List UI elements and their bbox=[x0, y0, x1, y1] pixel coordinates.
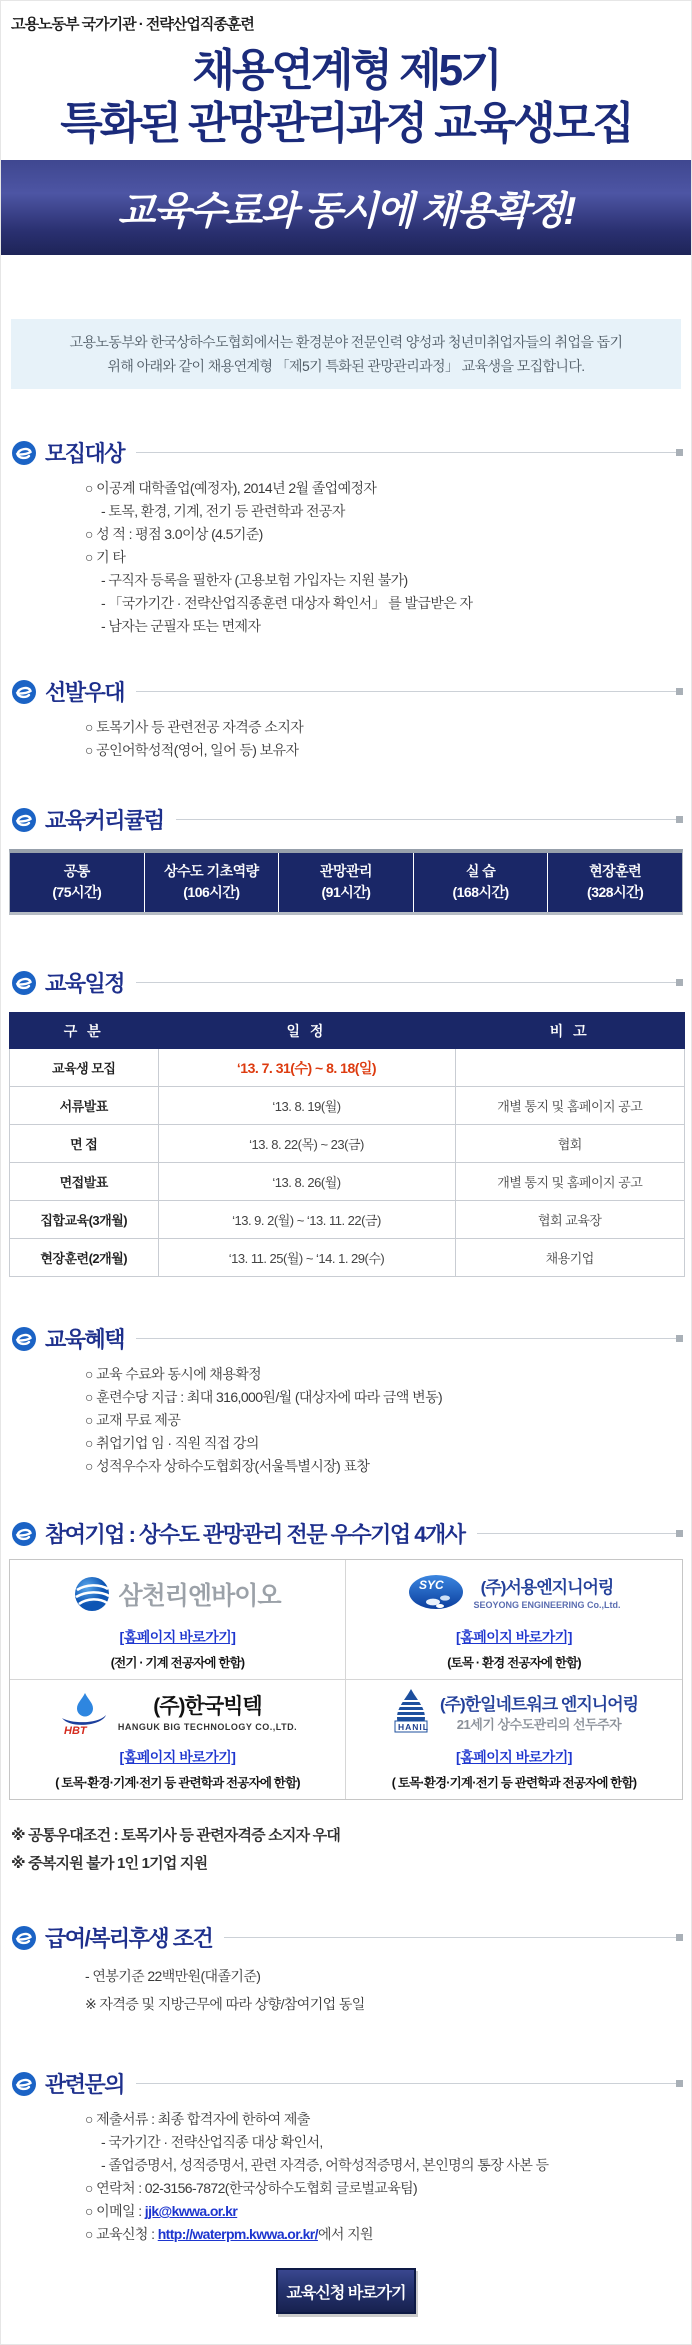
company-card-hanil bbox=[346, 1680, 682, 1799]
company-condition: ( 토목·환경·기계·전기 등 관련학과 전공자에 한함) bbox=[55, 1776, 300, 1790]
curriculum-cell bbox=[145, 853, 280, 912]
schedule-col-header: 일 정 bbox=[158, 1013, 455, 1049]
company-name: (주)한일네트워크 엔지니어링 bbox=[439, 1694, 639, 1714]
list-item: ○ 취업기업 임 · 직원 직접 강의 bbox=[85, 1435, 259, 1451]
section-divider bbox=[136, 1338, 676, 1339]
section-divider bbox=[136, 691, 676, 692]
note-item: ※ 중복지원 불가 1인 1기업 지원 bbox=[11, 1855, 208, 1872]
section-header-schedule bbox=[11, 967, 683, 998]
schedule-row bbox=[10, 1201, 685, 1239]
list-item: ○ 교육 수료와 동시에 채용확정 bbox=[85, 1366, 262, 1382]
email-link[interactable]: jjk@kwwa.or.kr bbox=[144, 2203, 238, 2219]
list-item: ○ 성적우수자 상하수도협회장(서울특별시장) 표창 bbox=[85, 1458, 370, 1474]
section-title: 교육커리큘럼 bbox=[45, 808, 164, 833]
page-title-line1: 채용연계형 제5기 bbox=[192, 46, 500, 95]
section-divider bbox=[136, 452, 676, 453]
hire-confirm-banner bbox=[1, 160, 691, 255]
section-divider-endcap bbox=[676, 1530, 683, 1537]
schedule-row bbox=[10, 1163, 685, 1201]
schedule-col-header: 비 고 bbox=[455, 1013, 685, 1049]
company-logo bbox=[407, 1568, 620, 1620]
list-item: - 「국가기간 · 전략산업직종훈련 대상자 확인서」 를 발급받은 자 bbox=[101, 595, 473, 611]
curriculum-cell bbox=[279, 853, 414, 912]
curriculum-name: 공통 bbox=[63, 863, 90, 879]
section-title: 관련문의 bbox=[45, 2072, 125, 2097]
syc-logo-icon bbox=[407, 1573, 465, 1615]
company-condition: ( 토목·환경·기계·전기 등 관련학과 전공자에 한함) bbox=[391, 1776, 637, 1790]
list-item: ○ 훈련수당 지급 : 최대 316,000원/월 (대상자에 따라 금액 변동) bbox=[85, 1389, 443, 1405]
company-name: (주)한국빅텍 bbox=[153, 1695, 262, 1719]
section-title: 선발우대 bbox=[45, 680, 125, 705]
list-item: - 토목, 환경, 기계, 전기 등 관련학과 전공자 bbox=[101, 503, 345, 519]
section-header-inquiry bbox=[11, 2068, 683, 2099]
company-name: (주)서용엔지니어링 bbox=[480, 1577, 614, 1597]
welfare-list bbox=[1, 1962, 691, 2018]
kwwa-swirl-icon bbox=[11, 679, 37, 705]
schedule-note bbox=[455, 1049, 685, 1087]
kwwa-swirl-icon bbox=[11, 440, 37, 466]
apply-line bbox=[1, 2223, 691, 2246]
spacer bbox=[1, 762, 691, 804]
curriculum-hours: (106시간) bbox=[183, 884, 240, 900]
company-logo bbox=[390, 1688, 638, 1740]
section-title: 교육일정 bbox=[45, 971, 125, 996]
company-name: 삼천리엔바이오 bbox=[118, 1582, 281, 1610]
section-divider-endcap bbox=[676, 449, 683, 456]
homepage-link[interactable]: [홈페이지 바로가기] bbox=[456, 1749, 572, 1765]
kwwa-swirl-icon bbox=[11, 1925, 37, 1951]
section-header-curriculum bbox=[11, 804, 683, 835]
note-item: ※ 공통우대조건 : 토목기사 등 관련자격증 소지자 우대 bbox=[11, 1827, 341, 1844]
section-divider bbox=[136, 982, 676, 983]
schedule-note: 협회 bbox=[455, 1125, 685, 1163]
list-item: - 졸업증명서, 성적증명서, 관련 자격증, 어학성적증명서, 본인명의 통장 사본 등 bbox=[101, 2157, 549, 2173]
schedule-category: 교육생 모집 bbox=[10, 1049, 159, 1087]
schedule-category: 서류발표 bbox=[10, 1087, 159, 1125]
email-label: ○ 이메일 : bbox=[85, 2203, 145, 2219]
company-card-samchully bbox=[10, 1560, 346, 1680]
section-title: 교육혜택 bbox=[45, 1327, 125, 1352]
svg-text:SYC: SYC bbox=[419, 1578, 445, 1592]
list-item: - 국가기간 · 전략산업직종 대상 확인서, bbox=[101, 2134, 323, 2150]
company-notes bbox=[11, 1822, 691, 1878]
curriculum-cell bbox=[414, 853, 549, 912]
svg-text:HBT: HBT bbox=[63, 1725, 87, 1736]
schedule-date: ‘13. 8. 19(월) bbox=[158, 1087, 455, 1125]
schedule-note: 개별 통지 및 홈페이지 공고 bbox=[455, 1163, 685, 1201]
list-item: ○ 공인어학성적(영어, 일어 등) 보유자 bbox=[85, 742, 299, 758]
kwwa-swirl-icon bbox=[11, 2071, 37, 2097]
curriculum-hours: (328시간) bbox=[587, 884, 644, 900]
schedule-date: ‘13. 11. 25(월) ~ ‘14. 1. 29(수) bbox=[158, 1239, 455, 1277]
list-item: ○ 제출서류 : 최종 합격자에 한하여 제출 bbox=[85, 2111, 310, 2127]
section-header-benefits bbox=[11, 1323, 683, 1354]
schedule-row bbox=[10, 1239, 685, 1277]
curriculum-hours: (91시간) bbox=[321, 884, 371, 900]
section-divider-endcap bbox=[676, 688, 683, 695]
page-title bbox=[1, 44, 691, 150]
hanil-drop-icon bbox=[390, 1688, 432, 1740]
inquiry-list bbox=[1, 2108, 691, 2246]
kwwa-swirl-icon bbox=[11, 970, 37, 996]
intro-box bbox=[11, 319, 681, 389]
schedule-table bbox=[9, 1012, 685, 1277]
curriculum-name: 실 습 bbox=[465, 863, 496, 879]
company-condition: (전기 · 기계 전공자에 한함) bbox=[110, 1656, 245, 1670]
section-divider bbox=[136, 2083, 676, 2084]
schedule-note: 채용기업 bbox=[455, 1239, 685, 1277]
hbt-drop-icon bbox=[58, 1692, 110, 1736]
curriculum-cell bbox=[548, 853, 682, 912]
homepage-link[interactable]: [홈페이지 바로가기] bbox=[119, 1749, 236, 1765]
list-item: - 연봉기준 22백만원(대졸기준) bbox=[85, 1968, 261, 1984]
schedule-category: 면접발표 bbox=[10, 1163, 159, 1201]
spacer bbox=[1, 1878, 691, 1922]
section-header-companies bbox=[11, 1518, 683, 1549]
apply-button[interactable]: 교육신청 바로가기 bbox=[276, 2268, 416, 2314]
schedule-date: ‘13. 7. 31(수) ~ 8. 18(일) bbox=[158, 1049, 455, 1087]
section-header-welfare bbox=[11, 1922, 683, 1953]
homepage-link[interactable]: [홈페이지 바로가기] bbox=[119, 1629, 236, 1645]
schedule-date: ‘13. 8. 26(월) bbox=[158, 1163, 455, 1201]
list-item: ○ 토목기사 등 관련전공 자격증 소지자 bbox=[85, 719, 304, 735]
samchully-globe-icon bbox=[74, 1576, 110, 1612]
curriculum-hours: (75시간) bbox=[52, 884, 102, 900]
kwwa-swirl-icon bbox=[11, 1521, 37, 1547]
section-title: 참여기업 : 상수도 관망관리 전문 우수기업 4개사 bbox=[45, 1522, 465, 1547]
company-subtitle: SEOYONG ENGINEERING Co.,Ltd. bbox=[473, 1600, 621, 1611]
schedule-row bbox=[10, 1087, 685, 1125]
spacer bbox=[1, 2018, 691, 2068]
section-header-recruit-target bbox=[11, 437, 683, 468]
list-item: ○ 연락처 : 02-3156-7872(한국상하수도협회 글로벌교육팀) bbox=[85, 2180, 418, 2196]
schedule-note: 협회 교육장 bbox=[455, 1201, 685, 1239]
spacer bbox=[1, 915, 691, 967]
list-item: ○ 성 적 : 평점 3.0이상 (4.5기준) bbox=[85, 526, 263, 542]
curriculum-name: 현장훈련 bbox=[589, 863, 642, 879]
preference-list bbox=[1, 716, 691, 762]
curriculum-name: 관망관리 bbox=[319, 863, 373, 879]
list-item: ○ 기 타 bbox=[85, 549, 126, 565]
recruit-target-list bbox=[1, 477, 691, 638]
section-divider-endcap bbox=[676, 1934, 683, 1941]
schedule-row bbox=[10, 1125, 685, 1163]
schedule-category: 면 접 bbox=[10, 1125, 159, 1163]
company-subtitle: 21세기 상수도관리의 선두주자 bbox=[456, 1717, 622, 1733]
spacer bbox=[1, 638, 691, 676]
company-card-hanguk-bigtech bbox=[10, 1680, 346, 1799]
spacer bbox=[1, 1478, 691, 1518]
banner-text: 교육수료와 동시에 채용확정! bbox=[117, 189, 575, 233]
schedule-date: ‘13. 9. 2(월) ~ ‘13. 11. 22(금) bbox=[158, 1201, 455, 1239]
schedule-note: 개별 통지 및 홈페이지 공고 bbox=[455, 1087, 685, 1125]
schedule-col-header: 구 분 bbox=[10, 1013, 159, 1049]
bottom-padding bbox=[1, 2314, 691, 2344]
list-item: ○ 이공계 대학졸업(예정자), 2014년 2월 졸업예정자 bbox=[85, 480, 377, 496]
schedule-category: 집합교육(3개월) bbox=[10, 1201, 159, 1239]
kwwa-swirl-icon bbox=[11, 807, 37, 833]
apply-suffix: 에서 지원 bbox=[317, 2226, 373, 2242]
spacer bbox=[1, 389, 691, 437]
section-title: 급여/복리후생 조건 bbox=[45, 1926, 213, 1951]
benefits-list bbox=[1, 1363, 691, 1478]
schedule-header-row bbox=[10, 1013, 685, 1049]
company-logo bbox=[74, 1568, 280, 1620]
section-divider-endcap bbox=[676, 2080, 683, 2087]
schedule-row bbox=[10, 1049, 685, 1087]
svg-text:HANIL: HANIL bbox=[397, 1722, 429, 1732]
intro-line2: 위해 아래와 같이 채용연계형 「제5기 특화된 관망관리과정」 교육생을 모집합니다. bbox=[107, 358, 585, 374]
list-item: ○ 교재 무료 제공 bbox=[85, 1412, 181, 1428]
section-divider bbox=[477, 1533, 676, 1534]
company-grid bbox=[9, 1559, 683, 1800]
section-header-preference bbox=[11, 676, 683, 707]
curriculum-table bbox=[9, 849, 683, 915]
page-title-line2: 특화된 관망관리과정 교육생모집 bbox=[60, 99, 632, 148]
apply-url-link[interactable]: http://waterpm.kwwa.or.kr/ bbox=[157, 2226, 318, 2242]
intro-line1: 고용노동부와 한국상하수도협회에서는 환경분야 전문인력 양성과 청년미취업자들의 취업을 돕기 bbox=[69, 334, 623, 350]
schedule-date: ‘13. 8. 22(목) ~ 23(금) bbox=[158, 1125, 455, 1163]
company-subtitle: HANGUK BIG TECHNOLOGY CO.,LTD. bbox=[117, 1722, 298, 1733]
section-divider-endcap bbox=[676, 1335, 683, 1342]
section-title: 모집대상 bbox=[45, 441, 125, 466]
curriculum-name: 상수도 기초역량 bbox=[164, 863, 259, 879]
curriculum-hours: (168시간) bbox=[452, 884, 509, 900]
list-item: ※ 자격증 및 지방근무에 따라 상향/참여기업 동일 bbox=[85, 1996, 365, 2012]
schedule-category: 현장훈련(2개월) bbox=[10, 1239, 159, 1277]
apply-label: ○ 교육신청 : bbox=[85, 2226, 158, 2242]
agency-label: 고용노동부 국가기관 · 전략산업직종훈련 bbox=[11, 16, 254, 33]
spacer bbox=[1, 1277, 691, 1323]
company-card-seoyong bbox=[346, 1560, 682, 1680]
section-divider-endcap bbox=[676, 979, 683, 986]
section-divider-endcap bbox=[676, 816, 683, 823]
list-item: - 구직자 등록을 필한자 (고용보험 가입자는 지원 불가) bbox=[101, 572, 408, 588]
company-condition: (토목 · 환경 전공자에 한함) bbox=[447, 1656, 581, 1670]
list-item: - 남자는 군필자 또는 면제자 bbox=[101, 618, 261, 634]
homepage-link[interactable]: [홈페이지 바로가기] bbox=[456, 1629, 572, 1645]
curriculum-cell bbox=[10, 853, 145, 912]
section-divider bbox=[224, 1937, 676, 1938]
section-divider bbox=[176, 819, 676, 820]
kwwa-swirl-icon bbox=[11, 1326, 37, 1352]
company-logo bbox=[58, 1688, 297, 1740]
email-line bbox=[1, 2200, 691, 2223]
